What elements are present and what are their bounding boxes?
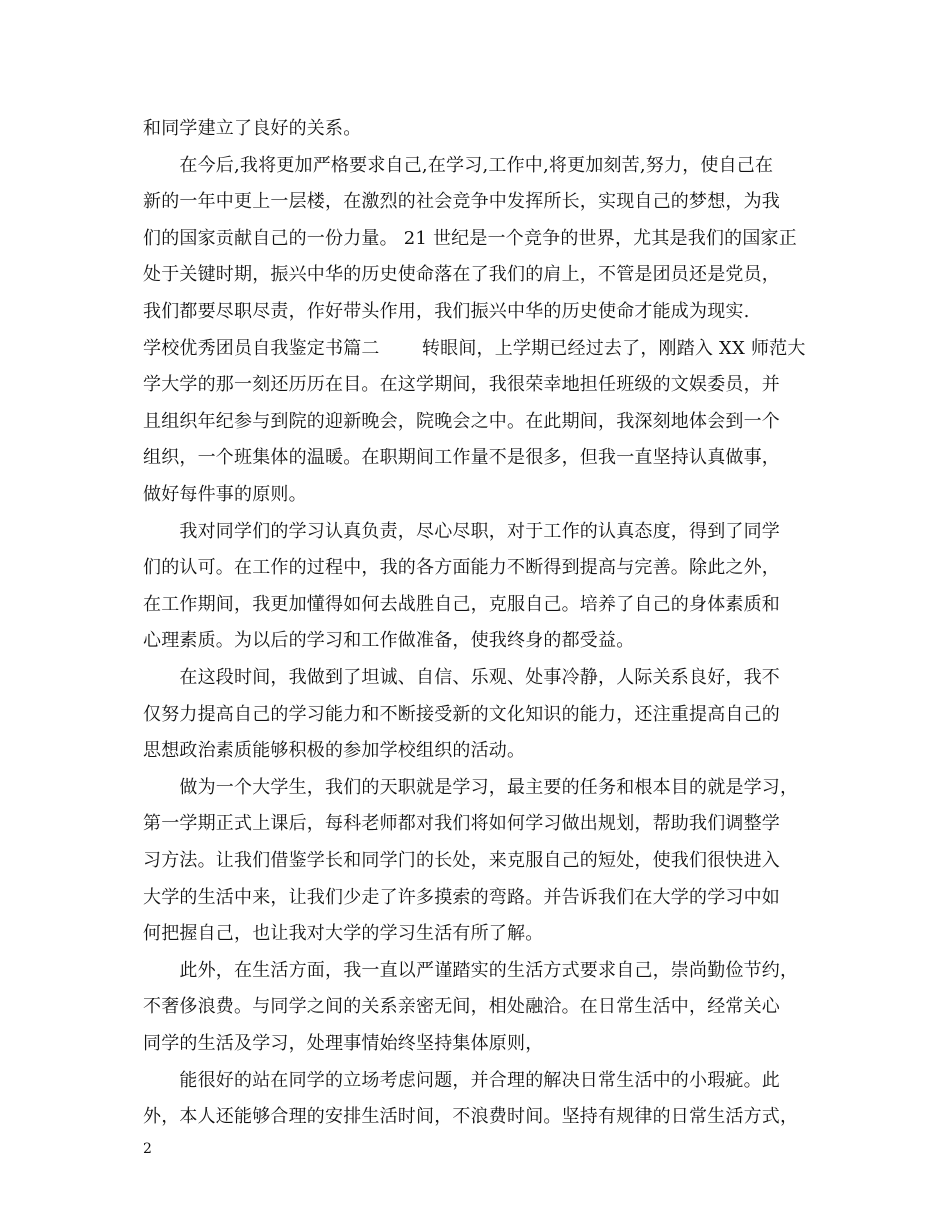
text-line: 做好每件事的原则。 [143,484,307,505]
text-line: 组织，一个班集体的温暖。在职期间工作量不是很多，但我一直坚持认真做事， [143,447,780,468]
text-line: 处于关键时期，振兴中华的历史使命落在了我们的肩上，不管是团员还是党员， [143,264,780,285]
text-line: 外，本人还能够合理的安排生活时间，不浪费时间。坚持有规律的日常生活方式， [143,1106,799,1127]
text-line: 新的一年中更上一层楼，在激烈的社会竞争中发挥所长，实现自己的梦想，为我 [143,191,780,212]
text-line: 和同学建立了良好的关系。 [143,118,362,139]
text-line: 在工作期间，我更加懂得如何去战胜自己，克服自己。培养了自己的身体素质和 [143,594,780,615]
text-line: 们的国家贡献自己的一份力量。 21 世纪是一个竞争的世界，尤其是我们的国家正 [143,228,797,249]
page-number: 2 [143,1141,152,1157]
text-line: 同学的生活及学习，处理事情始终坚持集体原则， [143,1033,544,1054]
text-line: 思想政治素质能够积极的参加学校组织的活动。 [143,740,526,761]
text-line: 心理素质。为以后的学习和工作做准备，使我终身的都受益。 [143,630,635,651]
text-line: 仅努力提高自己的学习能力和不断接受新的文化知识的能力，还注重提高自己的 [143,704,780,725]
text-line: 做为一个大学生，我们的天职就是学习，最主要的任务和根本目的就是学习， [143,777,799,798]
text-line: 此外，在生活方面，我一直以严谨踏实的生活方式要求自己，崇尚勤俭节约， [143,960,799,981]
text-line: 在这段时间，我做到了坦诚、自信、乐观、处事冷静，人际关系良好，我不 [143,667,780,688]
text-line: 们的认可。在工作的过程中，我的各方面能力不断得到提高与完善。除此之外， [143,557,780,578]
text-line: 学大学的那一刻还历历在目。在这学期间，我很荣幸地担任班级的文娱委员，并 [143,374,780,395]
text-line: 我们都要尽职尽责，作好带头作用，我们振兴中华的历史使命才能成为现实. [143,301,750,322]
text-line: 习方法。让我们借鉴学长和同学门的长处，来克服自己的短处，使我们很快进入 [143,850,780,871]
text-line: 在今后,我将更加严格要求自己,在学习,工作中,将更加刻苦,努力，使自己在 [143,155,774,176]
text-line: 我对同学们的学习认真负责，尽心尽职，对于工作的认真态度，得到了同学 [143,521,780,542]
text-line: 不奢侈浪费。与同学之间的关系亲密无间，相处融洽。在日常生活中，经常关心 [143,996,780,1017]
text-line: 学校优秀团员自我鉴定书篇二 转眼间，上学期已经过去了，刚踏入 XX 师范大 [143,338,806,359]
text-line: 第一学期正式上课后，每科老师都对我们将如何学习做出规划，帮助我们调整学 [143,813,780,834]
text-line: 且组织年纪参与到院的迎新晚会，院晚会之中。在此期间，我深刻地体会到一个 [143,411,780,432]
text-line: 何把握自己，也让我对大学的学习生活有所了解。 [143,923,544,944]
text-line: 能很好的站在同学的立场考虑问题，并合理的解决日常生活中的小瑕疵。此 [143,1070,780,1091]
text-line: 大学的生活中来，让我们少走了许多摸索的弯路。并告诉我们在大学的学习中如 [143,887,780,908]
